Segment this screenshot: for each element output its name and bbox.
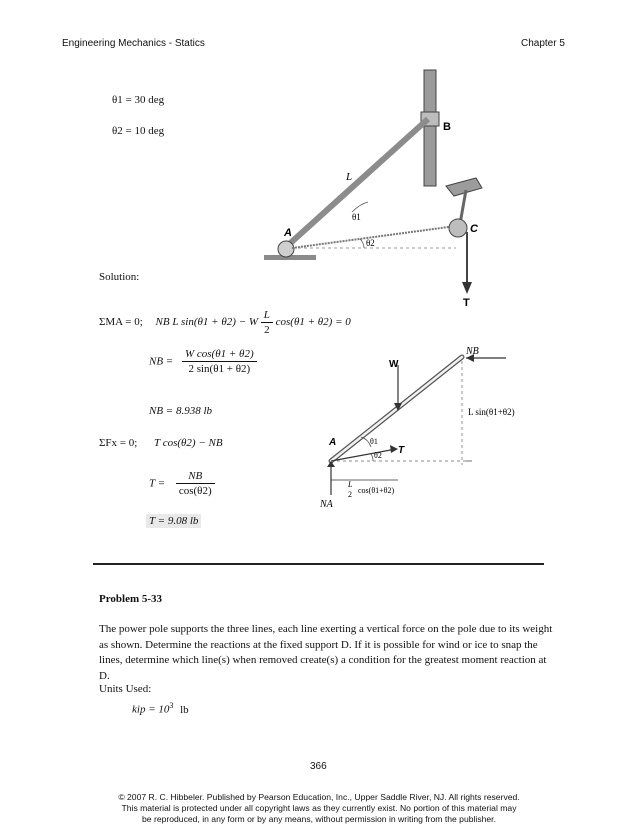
problem-statement: The power pole supports the three lines, each line exerting a vertical force on the pole due to its weight as shown. Determine the reactions at the fixed support D. If it is possible for wind or ice to snap the lines, determine which line(s) when removed create(s) a condition for the greatest moment reaction at D. — [99, 623, 553, 682]
equation-nb-formula — [149, 347, 257, 376]
label-l-cos-den: 2 — [348, 490, 352, 499]
page-number: 366 — [310, 761, 327, 772]
bracket-c — [460, 190, 466, 224]
equation-moment-body: NB L sin(θ1 + θ2) − W — [155, 316, 258, 329]
label-theta1: θ1 — [370, 437, 378, 446]
equation-force-x-body: T cos(θ2) − NB — [154, 437, 223, 449]
equation-force-x — [99, 437, 223, 449]
fraction-numerator: NB — [176, 469, 215, 484]
force-t-arrow — [462, 282, 472, 294]
equation-moment-prefix: ΣMA = 0; — [99, 316, 143, 329]
units-equation — [132, 701, 189, 716]
equation-moment-tail: cos(θ1 + θ2) = 0 — [275, 316, 351, 329]
running-header-title: Engineering Mechanics - Statics — [62, 38, 205, 49]
equation-force-x-prefix: ΣFx = 0; — [99, 437, 138, 449]
figure-bar-pole-pulley — [256, 62, 496, 307]
label-na: NA — [320, 499, 333, 510]
answer-highlight: T = 9.08 lb — [146, 514, 201, 528]
pin-a — [278, 241, 294, 257]
equation-nb-lhs: NB = — [149, 355, 174, 368]
footer-line-1: © 2007 R. C. Hibbeler. Published by Pearson Education, Inc., Upper Saddle River, NJ. All rights reserved. — [118, 792, 520, 802]
equation-nb-result: NB = 8.938 lb — [149, 405, 213, 417]
problem-title: Problem 5-33 — [99, 593, 163, 605]
force-t-arrow — [390, 445, 398, 453]
fraction-denominator: 2 sin(θ1 + θ2) — [188, 363, 251, 375]
solution-label: Solution: — [99, 271, 140, 283]
label-a: A — [329, 437, 337, 448]
units-tail: lb — [180, 703, 189, 716]
label-theta2: θ2 — [374, 451, 382, 460]
units-label: Units Used: — [99, 683, 152, 695]
label-t: T — [398, 445, 405, 456]
bar-l — [286, 119, 428, 247]
label-t: T — [463, 297, 470, 307]
figure-free-body-diagram — [316, 345, 548, 513]
pulley-c — [449, 219, 467, 237]
given-theta2: θ2 = 10 deg — [112, 125, 165, 137]
angle-arc-theta2 — [371, 454, 373, 461]
label-l-sin: L sin(θ1+θ2) — [468, 407, 515, 417]
given-theta1: θ1 = 30 deg — [112, 94, 165, 106]
label-w: W — [389, 359, 399, 370]
footer-line-2: This material is protected under all copyright laws as they currently exist. No portion of this material may — [121, 803, 517, 813]
label-theta1: θ1 — [352, 212, 361, 222]
equation-nb-fraction — [182, 347, 257, 376]
label-l-cos-num: L — [348, 480, 353, 489]
angle-arc-theta2 — [360, 239, 364, 248]
running-header-chapter: Chapter 5 — [521, 38, 565, 49]
angle-arc-theta1 — [352, 202, 368, 212]
equation-moment — [99, 308, 351, 337]
label-a: A — [284, 227, 292, 239]
equation-t-formula — [149, 469, 215, 498]
fraction-numerator: W cos(θ1 + θ2) — [182, 347, 257, 362]
units-exponent: 3 — [169, 701, 174, 710]
units-equation-body: kip = 10 — [132, 703, 170, 716]
equation-moment-fraction — [261, 308, 273, 337]
fraction-denominator: 2 — [264, 324, 270, 336]
label-b: B — [443, 121, 451, 133]
equation-t-fraction — [176, 469, 215, 498]
equation-t-result — [146, 515, 201, 527]
pole-b — [424, 70, 436, 186]
label-nb: NB — [466, 346, 479, 357]
fraction-numerator: L — [261, 308, 273, 323]
label-l: L — [346, 171, 353, 183]
section-divider — [93, 563, 544, 565]
label-theta2: θ2 — [366, 238, 375, 248]
fbd-bar-inner — [331, 357, 462, 461]
footer-line-3: be reproduced, in any form or by any means, without permission in writing from the publisher. — [142, 814, 496, 824]
copyright-footer — [0, 792, 638, 825]
fraction-denominator: cos(θ2) — [178, 485, 212, 497]
label-l-cos-tail: cos(θ1+θ2) — [358, 486, 395, 495]
equation-t-lhs: T = — [149, 477, 166, 490]
label-c: C — [470, 223, 478, 235]
